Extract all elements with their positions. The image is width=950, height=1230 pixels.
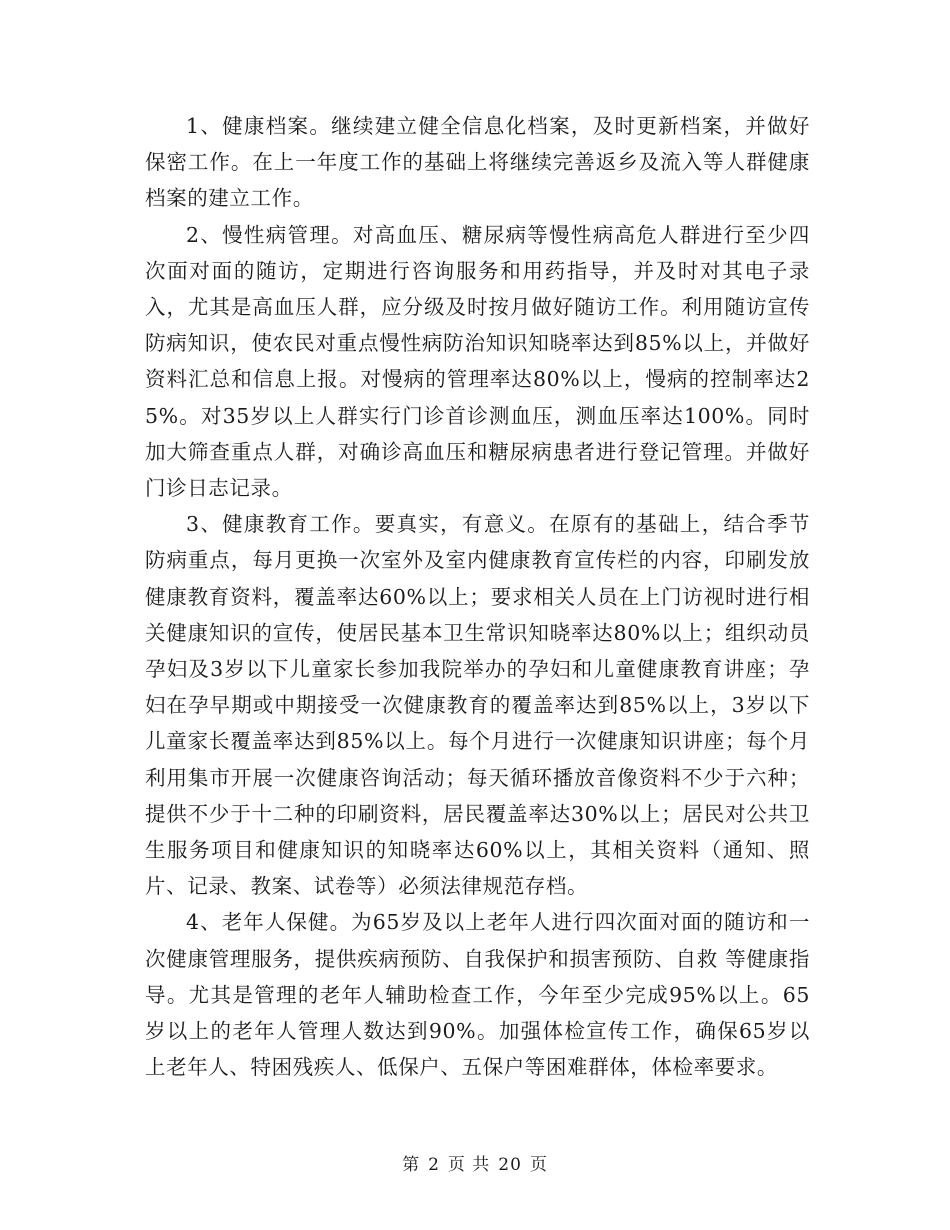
footer-prefix: 第 [402,1155,421,1175]
paragraph-elderly-care: 4、老年人保健。为65岁及以上老年人进行四次面对面的随访和一次健康管理服务，提供疾病预防、自我保护和损害预防、自救 等健康指导。尤其是管理的老年人辅助检查工作，今年至少完成95%以上。65岁以上的老年人管理人数达到90%。加强体检宣传工作，确保65岁以上老年人、特困残疾人、低保户、五保户等困难群体，体检率要求。 [145,910,810,1080]
footer-middle: 页 共 [447,1155,491,1175]
footer-suffix: 页 [529,1155,548,1175]
paragraph-health-records: 1、健康档案。继续建立健全信息化档案，及时更新档案，并做好保密工作。在上一年度工作的基础上将继续完善返乡及流入等人群健康档案的建立工作。 [145,114,810,211]
document-body [145,108,810,1085]
page-footer [0,1150,950,1175]
footer-page-total: 20 [498,1155,522,1175]
paragraph-health-education: 3、健康教育工作。要真实，有意义。在原有的基础上，结合季节防病重点，每月更换一次室外及室内健康教育宣传栏的内容，印刷发放健康教育资料，覆盖率达60%以上；要求相关人员在上门访视时进行相关健康知识的宣传，使居民基本卫生常识知晓率达80%以上；组织动员孕妇及3岁以下儿童家长参加我院举办的孕妇和儿童健康教育讲座；孕妇在孕早期或中期接受一次健康教育的覆盖率达到85%以上，3岁以下儿童家长覆盖率达到85%以上。每个月进行一次健康知识讲座；每个月利用集市开展一次健康咨询活动；每天循环播放音像资料不少于六种；提供不少于十二种的印刷资料，居民覆盖率达30%以上；居民对公共卫生服务项目和健康知识的知晓率达60%以上，其相关资料（通知、照片、记录、教案、试卷等）必须法律规范存档。 [145,512,810,899]
paragraph-chronic-disease: 2、慢性病管理。对高血压、糖尿病等慢性病高危人群进行至少四次面对面的随访，定期进行咨询服务和用药指导，并及时对其电子录入，尤其是高血压人群，应分级及时按月做好随访工作。利用随访宣传防病知识，使农民对重点慢性病防治知识知晓率达到85%以上，并做好资料汇总和信息上报。对慢病的管理率达80%以上，慢病的控制率达25%。对35岁以上人群实行门诊首诊测血压，测血压率达100%。同时加大筛查重点人群，对确诊高血压和糖尿病患者进行登记管理。并做好门诊日志记录。 [145,222,810,501]
footer-page-number: 2 [428,1155,440,1175]
